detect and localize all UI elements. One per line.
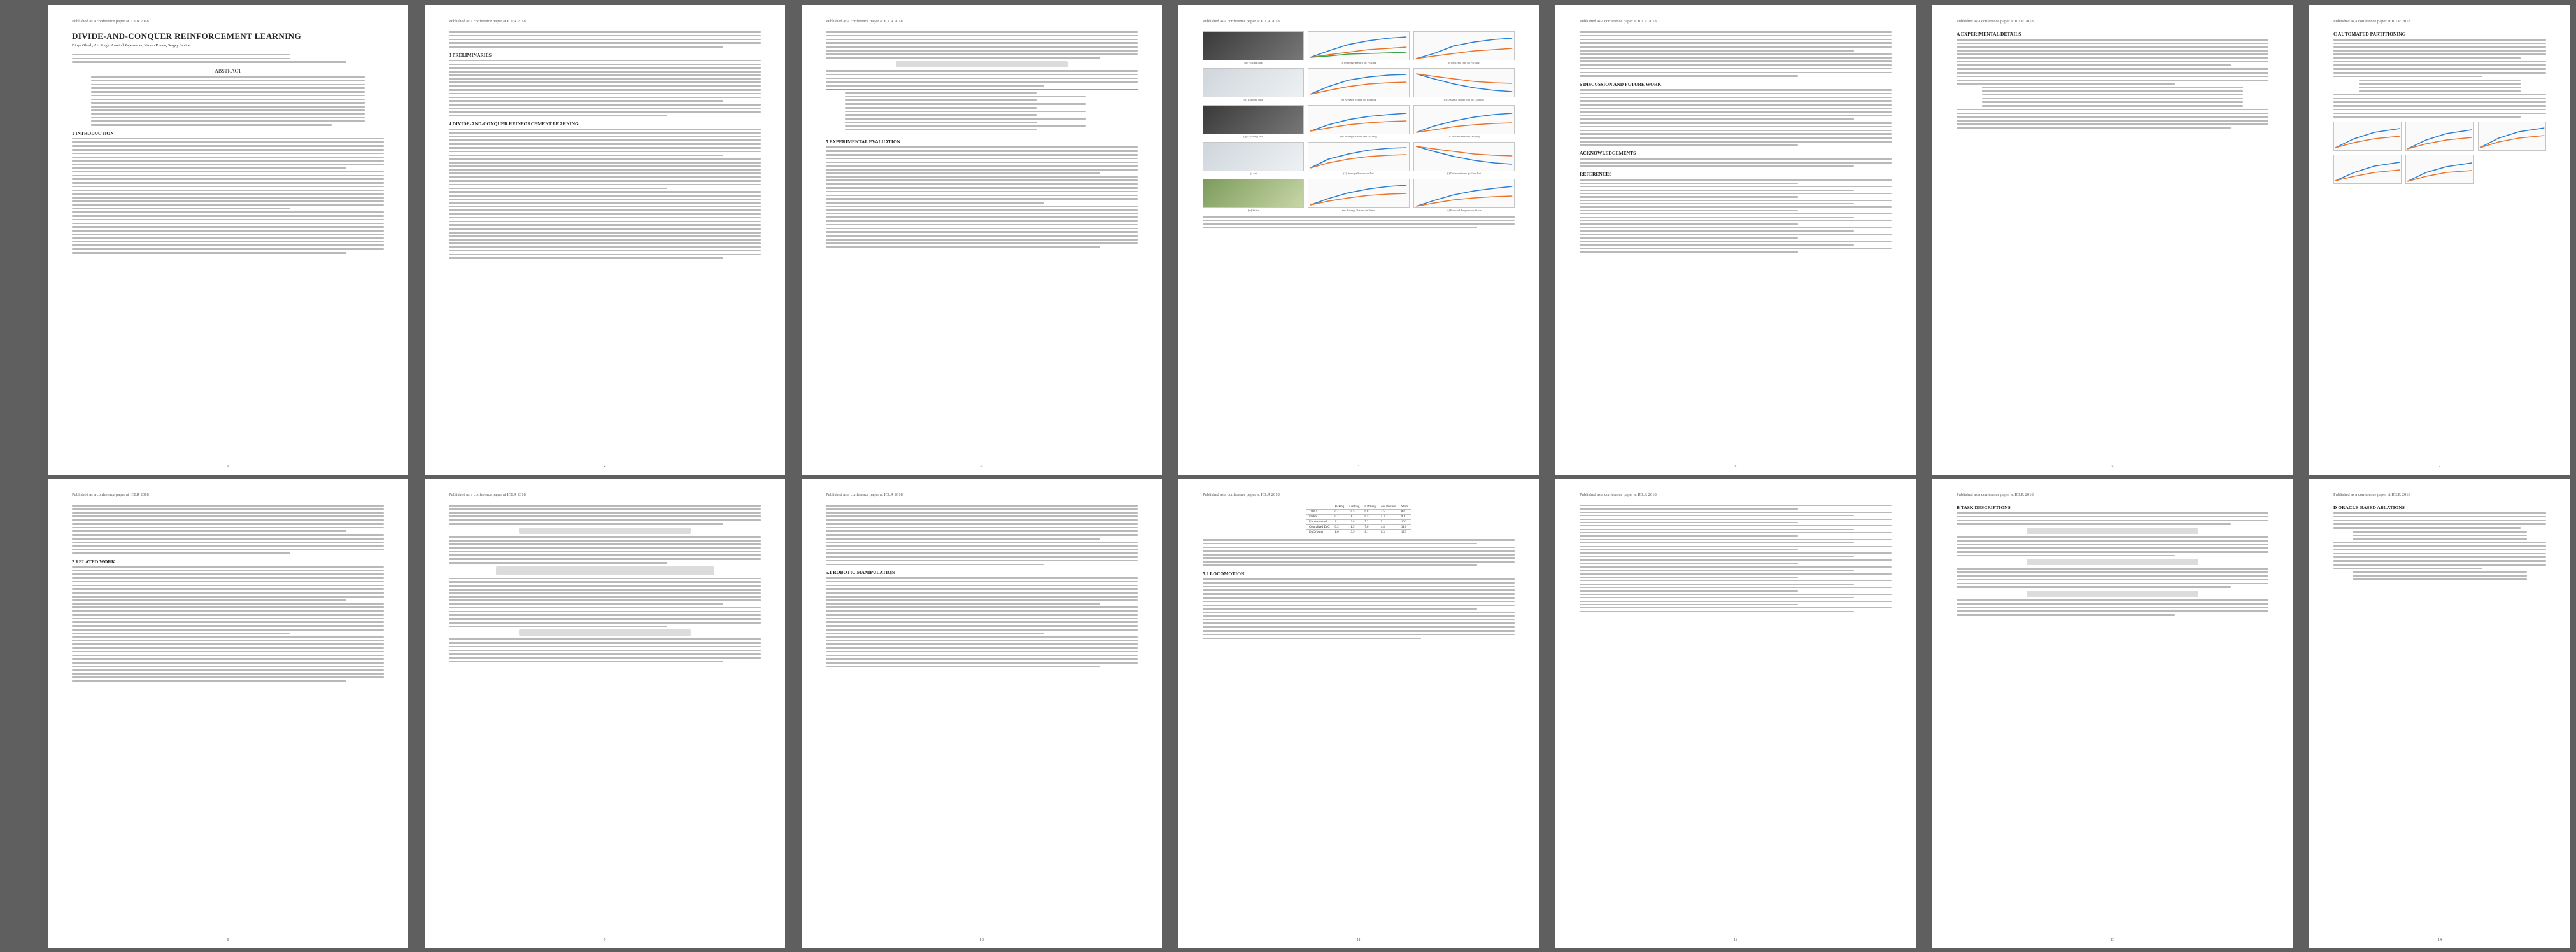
table-row xyxy=(1306,530,1411,535)
running-header: Published as a conference paper at ICLR 2018 xyxy=(826,19,903,24)
table-cell: 7.2 xyxy=(1362,520,1378,525)
page-6 xyxy=(1932,5,2293,475)
table-cell: 0.3 xyxy=(1333,525,1347,530)
body-text xyxy=(1203,578,1515,639)
page-number: 11 xyxy=(1357,938,1361,942)
running-header: Published as a conference paper at ICLR 2018 xyxy=(1203,493,1280,497)
running-header: Published as a conference paper at ICLR 2018 xyxy=(1957,19,2034,24)
learning-curve-plot xyxy=(2333,122,2402,151)
body-text xyxy=(1957,512,2268,525)
body-text xyxy=(826,505,1138,565)
table-cell: 13.9 xyxy=(1347,530,1362,535)
body-text xyxy=(2333,512,2546,529)
body-text xyxy=(449,129,761,259)
figure-caption: (c) Success rate on Picking xyxy=(1448,61,1480,64)
ablation-table xyxy=(2333,571,2546,580)
table-cell: Centralized DnC xyxy=(1306,525,1332,530)
task-image xyxy=(1203,142,1304,171)
paper-title: DIVIDE-AND-CONQUER REINFORCEMENT LEARNING xyxy=(72,31,301,41)
partition-table xyxy=(2333,80,2546,92)
body-text xyxy=(826,577,1138,667)
equation xyxy=(519,629,691,636)
figure-caption: (l) Distance from goal on Ant xyxy=(1447,172,1481,175)
body-text xyxy=(72,505,384,554)
figure-caption: (o) Forward Progress on Stairs xyxy=(1446,209,1482,212)
body-text xyxy=(449,505,761,525)
body-text xyxy=(449,638,761,662)
learning-curve-plot xyxy=(2405,122,2473,151)
table-cell: 6.5 xyxy=(1362,515,1378,520)
learning-curve-plot xyxy=(2478,122,2546,151)
section-heading: REFERENCES xyxy=(1580,171,1612,178)
table-header-cell: Catching xyxy=(1362,505,1378,510)
learning-curve-plot xyxy=(1413,142,1515,171)
page-9 xyxy=(425,479,785,948)
body-text xyxy=(2333,94,2546,118)
figure-caption: (n) Average Return on Stairs xyxy=(1342,209,1375,212)
learning-curve-plot xyxy=(1413,31,1515,60)
running-header: Published as a conference paper at ICLR 2018 xyxy=(1580,493,1657,497)
section-heading: C AUTOMATED PARTITIONING xyxy=(2333,31,2406,37)
figure-caption: (m) Stairs xyxy=(1247,209,1259,212)
equation xyxy=(2027,559,2198,565)
body-text xyxy=(1203,547,1515,567)
table-cell: 4.3 xyxy=(1378,515,1399,520)
table-cell: 0.1 xyxy=(1333,510,1347,515)
affiliations xyxy=(72,54,384,63)
table-cell: 10.5 xyxy=(1347,510,1362,515)
table-cell: Unconstrained xyxy=(1306,520,1332,525)
running-header: Published as a conference paper at ICLR 2018 xyxy=(72,19,149,24)
page-number: 4 xyxy=(1357,465,1360,468)
learning-curve-plot xyxy=(1413,179,1515,208)
partition-figure xyxy=(2333,122,2546,184)
equation xyxy=(496,566,714,575)
task-image xyxy=(1203,105,1304,134)
figure-caption: (d) Lobbing task xyxy=(1243,98,1263,101)
page-5 xyxy=(1555,5,1916,475)
section-heading: 5 EXPERIMENTAL EVALUATION xyxy=(826,139,901,145)
table-cell: 11.2 xyxy=(1347,515,1362,520)
figure-caption: (b) Average Return on Picking xyxy=(1341,61,1376,64)
equation xyxy=(2027,528,2198,534)
figure-caption: (a) Picking task xyxy=(1244,61,1263,64)
section-heading: ACKNOWLEDGEMENTS xyxy=(1580,150,1636,157)
section-heading: 4 DIVIDE-AND-CONQUER REINFORCEMENT LEARNING xyxy=(449,121,579,127)
body-text xyxy=(449,60,761,116)
table-cell: 0.7 xyxy=(1333,515,1347,520)
equation xyxy=(896,61,1068,67)
results-table xyxy=(1306,505,1411,535)
page-7 xyxy=(2309,5,2570,475)
learning-curve-plot xyxy=(1413,68,1515,97)
figure-caption: (k) Average Return on Ant xyxy=(1343,172,1374,175)
figure-caption: (e) Average Return on Lobbing xyxy=(1340,98,1377,101)
page-number: 10 xyxy=(980,938,984,942)
running-header: Published as a conference paper at ICLR 2018 xyxy=(2333,19,2410,24)
page-11 xyxy=(1178,479,1539,948)
page-13 xyxy=(1932,479,2293,948)
table-cell: 12.8 xyxy=(1347,520,1362,525)
ablation-table xyxy=(2333,531,2546,540)
table-cell: 12.5 xyxy=(1399,530,1411,535)
learning-curve-plot xyxy=(1308,142,1409,171)
equation xyxy=(2027,591,2198,597)
abstract-heading: ABSTRACT xyxy=(215,67,241,74)
table-cell: 8.6 xyxy=(1399,510,1411,515)
page-number: 3 xyxy=(980,465,983,468)
body-text xyxy=(1580,31,1892,77)
table-cell: 11.5 xyxy=(1347,525,1362,530)
table-cell: 8.1 xyxy=(1362,530,1378,535)
table-cell: DnC (ours) xyxy=(1306,530,1332,535)
body-text xyxy=(826,146,1138,248)
paper-authors: Dibya Ghosh, Avi Singh, Aravind Rajeswaran, Vikash Kumar, Sergey Levine xyxy=(72,44,190,48)
running-header: Published as a conference paper at ICLR 2018 xyxy=(1203,19,1280,24)
body-text xyxy=(449,578,761,627)
table-header-cell xyxy=(1306,505,1332,510)
hyperparameter-table xyxy=(1957,87,2268,107)
task-image xyxy=(1203,31,1304,60)
table-header-cell: Ant Position xyxy=(1378,505,1399,510)
table-cell: 5.1 xyxy=(1378,520,1399,525)
learning-curve-plot xyxy=(2333,155,2402,184)
page-number: 2 xyxy=(604,465,606,468)
figure-caption: (h) Average Return on Catching xyxy=(1340,135,1377,138)
body-text xyxy=(72,138,384,254)
page-2 xyxy=(425,5,785,475)
references-list xyxy=(1580,179,1892,252)
equation xyxy=(519,528,691,534)
page-4 xyxy=(1178,5,1539,475)
results-figure xyxy=(1203,31,1515,212)
table-header-cell: Lobbing xyxy=(1347,505,1362,510)
page-number: 8 xyxy=(227,938,229,942)
running-header: Published as a conference paper at ICLR 2018 xyxy=(1957,493,2034,497)
references-list xyxy=(1580,505,1892,612)
body-text xyxy=(1957,599,2268,616)
body-text xyxy=(449,31,761,48)
table-row xyxy=(1306,525,1411,530)
section-heading: 5.1 ROBOTIC MANIPULATION xyxy=(826,570,895,576)
running-header: Published as a conference paper at ICLR 2018 xyxy=(72,493,149,497)
body-text xyxy=(826,70,1138,87)
body-text xyxy=(1580,89,1892,146)
table-caption xyxy=(1203,539,1515,544)
table-cell: 1.6 xyxy=(1333,530,1347,535)
learning-curve-plot xyxy=(2405,155,2473,184)
algorithm-box xyxy=(826,89,1138,135)
page-3 xyxy=(802,5,1162,475)
page-number: 6 xyxy=(2111,465,2114,468)
table-cell: 6.8 xyxy=(1362,510,1378,515)
table-cell: 1.1 xyxy=(1333,520,1347,525)
table-header-cell: Picking xyxy=(1333,505,1347,510)
table-cell: 9.1 xyxy=(1399,515,1411,520)
section-heading: 1 INTRODUCTION xyxy=(72,130,114,136)
table-cell: 6.3 xyxy=(1378,530,1399,535)
running-header: Published as a conference paper at ICLR 2018 xyxy=(449,19,526,24)
page-number: 12 xyxy=(1734,938,1737,942)
body-text xyxy=(826,31,1138,59)
table-cell: Distral xyxy=(1306,515,1332,520)
section-heading: D ORACLE-BASED ABLATIONS xyxy=(2333,505,2405,510)
table-cell: 2.5 xyxy=(1378,510,1399,515)
task-image xyxy=(1203,179,1304,208)
table-row xyxy=(1306,515,1411,520)
body-text xyxy=(1957,109,2268,129)
figure-caption: (j) Ant xyxy=(1249,172,1257,175)
table-cell: 7.0 xyxy=(1362,525,1378,530)
page-1 xyxy=(48,5,408,475)
figure-caption: (g) Catching task xyxy=(1243,135,1264,138)
abstract-body xyxy=(72,76,384,126)
table-cell: 10.2 xyxy=(1399,520,1411,525)
page-number: 5 xyxy=(1734,465,1737,468)
learning-curve-plot xyxy=(1308,179,1409,208)
learning-curve-plot xyxy=(1308,68,1409,97)
table-cell: 11.6 xyxy=(1399,525,1411,530)
section-heading: 5.2 LOCOMOTION xyxy=(1203,571,1245,577)
page-14 xyxy=(2309,479,2570,948)
body-text xyxy=(1957,39,2268,85)
task-image xyxy=(1203,68,1304,97)
page-12 xyxy=(1555,479,1916,948)
running-header: Published as a conference paper at ICLR 2018 xyxy=(2333,493,2410,497)
body-text xyxy=(1580,158,1892,167)
table-cell: TRPO xyxy=(1306,510,1332,515)
body-text xyxy=(72,566,384,682)
table-header-row xyxy=(1306,505,1411,510)
section-heading: B TASK DESCRIPTIONS xyxy=(1957,505,2011,510)
figure-caption: (f) Distance from Goal on Lobbing xyxy=(1443,98,1484,101)
learning-curve-plot xyxy=(1413,105,1515,134)
page-number: 7 xyxy=(2438,465,2441,468)
learning-curve-plot xyxy=(1308,31,1409,60)
page-number: 1 xyxy=(227,465,229,468)
page-number: 9 xyxy=(604,938,606,942)
body-text xyxy=(1957,536,2268,557)
table-cell: 4.8 xyxy=(1378,525,1399,530)
table-row xyxy=(1306,510,1411,515)
running-header: Published as a conference paper at ICLR 2018 xyxy=(449,493,526,497)
page-number: 14 xyxy=(2438,938,2442,942)
running-header: Published as a conference paper at ICLR 2018 xyxy=(1580,19,1657,24)
learning-curve-plot xyxy=(1308,105,1409,134)
section-heading: A EXPERIMENTAL DETAILS xyxy=(1957,31,2021,37)
body-text xyxy=(449,536,761,564)
page-8 xyxy=(48,479,408,948)
body-text xyxy=(2333,39,2546,77)
body-text xyxy=(1957,568,2268,588)
body-text xyxy=(2333,542,2546,569)
section-heading: 6 DISCUSSION AND FUTURE WORK xyxy=(1580,81,1662,87)
page-number: 13 xyxy=(2111,938,2114,942)
section-heading: 2 RELATED WORK xyxy=(72,558,115,564)
page-10 xyxy=(802,479,1162,948)
section-heading: 3 PRELIMINARIES xyxy=(449,52,492,58)
figure-caption-text xyxy=(1203,216,1515,228)
running-header: Published as a conference paper at ICLR 2018 xyxy=(826,493,903,497)
table-row xyxy=(1306,520,1411,525)
figure-caption: (i) Success rate on Catching xyxy=(1448,135,1480,138)
table-header-cell: Stairs xyxy=(1399,505,1411,510)
